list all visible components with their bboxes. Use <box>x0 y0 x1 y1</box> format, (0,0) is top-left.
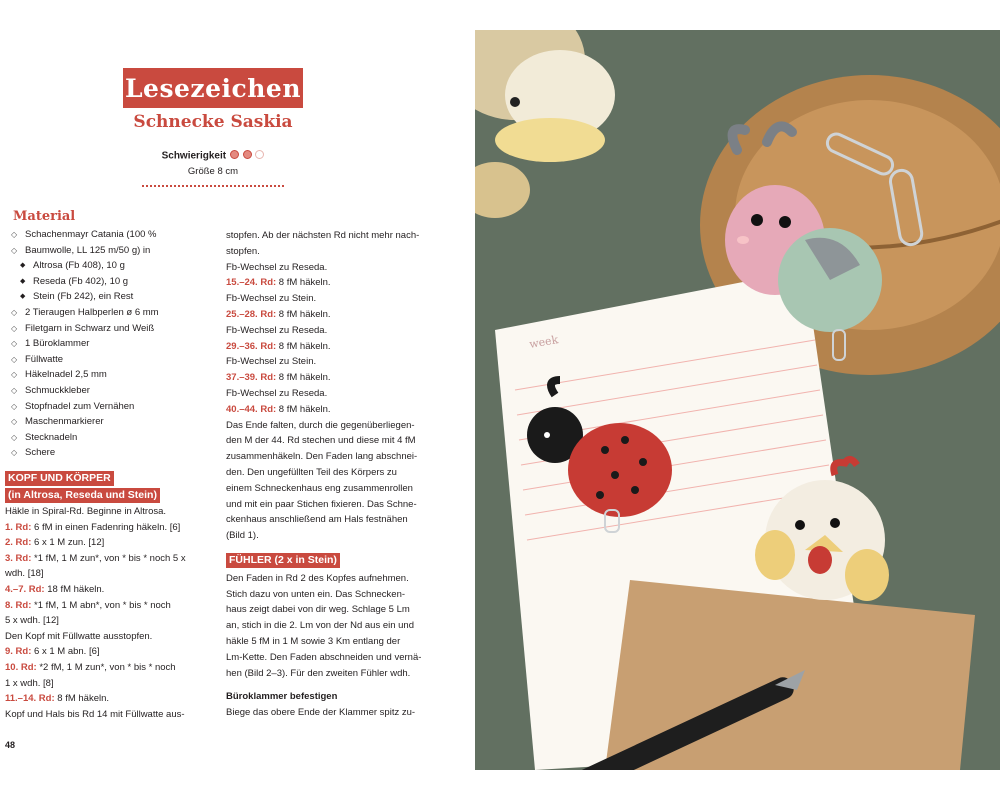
row-text: *2 fM, 1 M zun*, von * bis * noch <box>36 662 176 674</box>
kopf-row <box>5 613 215 629</box>
instruction-line <box>226 370 436 386</box>
bueroklammer-text: Biege das obere Ende der Klammer spitz zu- <box>226 707 416 719</box>
row-label: 29.–36. Rd: <box>226 340 277 352</box>
row-text: 8 fM häkeln. <box>276 372 331 384</box>
material-item: ◇ Schere <box>5 445 215 461</box>
row-text: und mit ein paar Stichen fixieren. Das Schne- <box>226 498 417 510</box>
size-info: Größe 8 cm <box>187 166 239 177</box>
fuehler-lines <box>226 571 436 682</box>
row-text: 8 fM häkeln. <box>276 403 331 415</box>
instruction-line <box>226 339 436 355</box>
instruction-line <box>226 291 436 307</box>
fuehler-line: Den Faden in Rd 2 des Kopfes aufnehmen. <box>226 572 409 584</box>
kopf-rows <box>5 520 215 723</box>
instruction-line <box>226 512 436 528</box>
material-item: ◇ Schmuckkleber <box>5 383 215 399</box>
row-text: wdh. [18] <box>5 568 44 580</box>
row-text: 18 fM häkeln. <box>44 584 105 596</box>
fuehler-line: häkle 5 fM in 1 M sowie 3 Km entlang der <box>226 635 401 647</box>
row-text: 6 fM in einen Fadenring häkeln. [6] <box>31 521 181 533</box>
difficulty-dot-icon <box>255 150 264 159</box>
fuehler-line: Stich dazu von unten ein. Das Schnecken- <box>226 588 406 600</box>
column-left <box>5 209 215 722</box>
row-label: 9. Rd: <box>5 646 32 658</box>
instruction-line <box>226 275 436 291</box>
divider <box>142 185 284 187</box>
page-title: Lesezeichen <box>124 73 302 103</box>
row-label: 2. Rd: <box>5 537 32 549</box>
kopf-row <box>5 598 215 614</box>
row-text: stopfen. <box>226 245 260 257</box>
material-item: ◇ Füllwatte <box>5 352 215 368</box>
row-text: Fb-Wechsel zu Stein. <box>226 356 317 368</box>
row-text: den. Den ungefüllten Teil des Körpers zu <box>226 466 397 478</box>
kopf-heading <box>5 471 215 503</box>
kopf-row <box>5 629 215 645</box>
instruction-line <box>226 386 436 402</box>
instruction-line <box>226 497 436 513</box>
kopf-row <box>5 582 215 598</box>
material-item: ◇ Stopfnadel zum Vernähen <box>5 399 215 415</box>
row-text: Fb-Wechsel zu Reseda. <box>226 261 328 273</box>
row-text: 5 x wdh. [12] <box>5 615 59 627</box>
material-item: ◇ Filetgarn in Schwarz und Weiß <box>5 321 215 337</box>
fuehler-line: Lm-Kette. Den Faden abschneiden und vernä- <box>226 651 422 663</box>
instruction-line <box>226 481 436 497</box>
fuehler-heading <box>226 553 436 569</box>
row-label: 25.–28. Rd: <box>226 308 277 320</box>
row-text: 1 x wdh. [8] <box>5 677 54 689</box>
material-item: ◇ 2 Tieraugen Halbperlen ø 6 mm <box>5 305 215 321</box>
crochet-photo-illustration <box>475 30 1000 770</box>
instruction-line <box>226 528 436 544</box>
row-text: Fb-Wechsel zu Reseda. <box>226 324 328 336</box>
instruction-line <box>226 260 436 276</box>
row-text: Fb-Wechsel zu Reseda. <box>226 387 328 399</box>
instruction-line <box>226 402 436 418</box>
material-item: ◇ Stecknadeln <box>5 430 215 446</box>
row-label: 37.–39. Rd: <box>226 372 277 384</box>
fuehler-line: hen (Bild 2–3). Für den zweiten Fühler wdh. <box>226 667 411 679</box>
product-photo <box>475 30 1000 770</box>
row-text: (Bild 1). <box>226 530 259 542</box>
kopf-row <box>5 566 215 582</box>
row-text: stopfen. Ab der nächsten Rd nicht mehr nach- <box>226 230 420 241</box>
material-item: ◇ Schachenmayr Catania (100 % <box>5 227 215 243</box>
kopf-row <box>5 520 215 536</box>
instruction-line <box>226 244 436 260</box>
row-text: 8 fM häkeln. <box>276 277 331 289</box>
kopf-row <box>5 644 215 660</box>
kopf-heading-line1: KOPF UND KÖRPER <box>5 471 114 486</box>
row-text: einem Schneckenhaus eng zusammenrollen <box>226 482 413 494</box>
material-list <box>5 227 215 461</box>
row-text: Das Ende falten, durch die gegenüberliegen- <box>226 419 415 431</box>
kopf-row <box>5 691 215 707</box>
difficulty-dot-icon <box>230 150 239 159</box>
row-label: 11.–14. Rd: <box>5 693 55 705</box>
kopf-row <box>5 676 215 692</box>
kopf-row <box>5 535 215 551</box>
left-page <box>0 0 470 800</box>
material-item: ◇ Häkelnadel 2,5 mm <box>5 367 215 383</box>
kopf-row <box>5 551 215 567</box>
material-item: ◇ 1 Büroklammer <box>5 336 215 352</box>
instruction-line <box>226 354 436 370</box>
instruction-line <box>226 433 436 449</box>
material-heading: Material <box>13 209 76 224</box>
kopf-heading-line2: (in Altrosa, Reseda und Stein) <box>5 488 160 503</box>
instruction-line <box>226 307 436 323</box>
notebook-label: week <box>528 333 560 351</box>
row-text: *1 fM, 1 M zun*, von * bis * noch 5 x <box>31 552 186 564</box>
instruction-line <box>226 323 436 339</box>
fuehler-line: an, stich in die 2. Lm von der Nd aus ein und <box>226 620 415 632</box>
instruction-line <box>226 465 436 481</box>
material-subitem: ◆ Reseda (Fb 402), 10 g <box>5 274 215 290</box>
instruction-line <box>226 418 436 434</box>
row-label: 15.–24. Rd: <box>226 277 277 289</box>
row-label: 4.–7. Rd: <box>5 584 45 596</box>
instruction-line <box>226 449 436 465</box>
row-text: ckenhaus anschließend am Hals festnähen <box>226 514 408 526</box>
row-label: 8. Rd: <box>5 599 32 611</box>
kopf-row <box>5 660 215 676</box>
difficulty-label: Schwierigkeit <box>161 150 227 162</box>
row-text: Kopf und Hals bis Rd 14 mit Füllwatte aus- <box>5 708 185 720</box>
material-item-cont: ◇ Baumwolle, LL 125 m/50 g) in <box>5 243 215 259</box>
column-right <box>226 228 436 721</box>
kopf-intro: Häkle in Spiral-Rd. Beginne in Altrosa. <box>5 506 167 518</box>
row-text: 8 fM häkeln. <box>276 308 331 320</box>
title-banner <box>123 68 303 108</box>
row-text: Den Kopf mit Füllwatte ausstopfen. <box>5 630 153 642</box>
row-label: 1. Rd: <box>5 521 32 533</box>
kopf-row <box>5 707 215 723</box>
page-number: 48 <box>5 740 16 750</box>
material-subitem: ◆ Stein (Fb 242), ein Rest <box>5 289 215 305</box>
row-text: den M der 44. Rd stechen und diese mit 4 fM <box>226 435 416 447</box>
difficulty-dot-icon <box>243 150 252 159</box>
material-item: ◇ Maschenmarkierer <box>5 414 215 430</box>
row-text: 8 fM häkeln. <box>276 340 331 352</box>
fuehler-line: haus zeigt dabei von dir weg. Schlage 5 Lm <box>226 604 410 616</box>
row-text: Fb-Wechsel zu Stein. <box>226 293 317 305</box>
fuehler-heading-label: FÜHLER (2 x in Stein) <box>226 553 340 568</box>
row-label: 3. Rd: <box>5 552 32 564</box>
row-text: zusammenhäkeln. Den Faden lang abschnei- <box>226 451 418 463</box>
row-text: *1 fM, 1 M abn*, von * bis * noch <box>31 599 171 611</box>
row-text: 8 fM häkeln. <box>54 693 110 705</box>
pattern-subtitle: Schnecke Saskia <box>133 112 293 132</box>
row-label: 10. Rd: <box>5 662 37 674</box>
bueroklammer-heading: Büroklammer befestigen <box>226 691 338 703</box>
material-subitem: ◆ Altrosa (Fb 408), 10 g <box>5 258 215 274</box>
row-text: 6 x 1 M zun. [12] <box>31 537 105 549</box>
instruction-lines <box>226 228 436 544</box>
row-label: 40.–44. Rd: <box>226 403 277 415</box>
difficulty-rating <box>100 150 326 162</box>
difficulty-dots <box>229 150 265 162</box>
instruction-line <box>226 228 436 244</box>
row-text: 6 x 1 M abn. [6] <box>31 646 100 658</box>
